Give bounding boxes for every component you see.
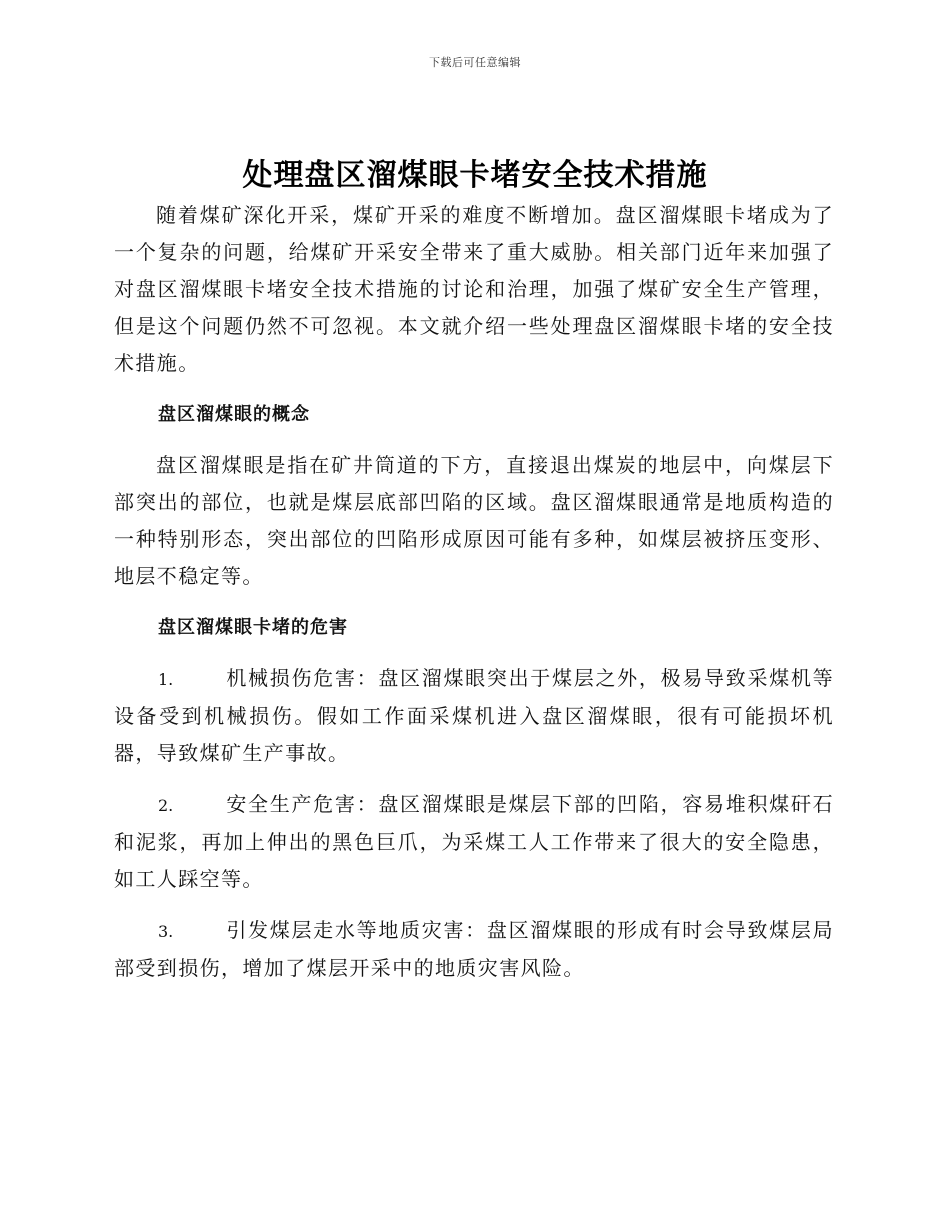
hazard-item-text: 机械损伤危害：盘区溜煤眼突出于煤层之外，极易导致采煤机等设备受到机械损伤。假如工作面采煤机进入盘区溜煤眼，很有可能损坏机器，导致煤矿生产事故。 (114, 666, 834, 765)
section-heading-hazards: 盘区溜煤眼卡堵的危害 (158, 617, 348, 638)
document-body (114, 197, 834, 987)
hazard-item (114, 786, 834, 898)
hazard-item-number: 3. (158, 922, 174, 941)
intro-paragraph: 随着煤矿深化开采，煤矿开采的难度不断增加。盘区溜煤眼卡堵成为了一个复杂的问题，给煤矿开采安全带来了重大威胁。相关部门近年来加强了对盘区溜煤眼卡堵安全技术措施的讨论和治理，加强了煤矿安全生产管理，但是这个问题仍然不可忽视。本文就介绍一些处理盘区溜煤眼卡堵的安全技术措施。 (114, 203, 834, 375)
document-title: 处理盘区溜煤眼卡堵安全技术措施 (242, 158, 708, 193)
hazard-item (114, 912, 834, 987)
hazard-item-number: 2. (158, 796, 174, 815)
hazard-item-text: 引发煤层走水等地质灾害：盘区溜煤眼的形成有时会导致煤层局部受到损伤，增加了煤层开采中的地质灾害风险。 (114, 918, 834, 980)
hazard-item-number: 1. (158, 670, 174, 689)
page-header-note: 下载后可任意编辑 (429, 56, 521, 69)
section-heading-concept: 盘区溜煤眼的概念 (158, 404, 310, 425)
concept-paragraph: 盘区溜煤眼是指在矿井筒道的下方，直接退出煤炭的地层中，向煤层下部突出的部位，也就是煤层底部凹陷的区域。盘区溜煤眼通常是地质构造的一种特别形态，突出部位的凹陷形成原因可能有多种，如煤层被挤压变形、地层不稳定等。 (114, 453, 834, 588)
hazard-item (114, 660, 834, 772)
hazard-item-text: 安全生产危害：盘区溜煤眼是煤层下部的凹陷，容易堆积煤矸石和泥浆，再加上伸出的黑色巨爪，为采煤工人工作带来了很大的安全隐患，如工人踩空等。 (114, 792, 834, 891)
